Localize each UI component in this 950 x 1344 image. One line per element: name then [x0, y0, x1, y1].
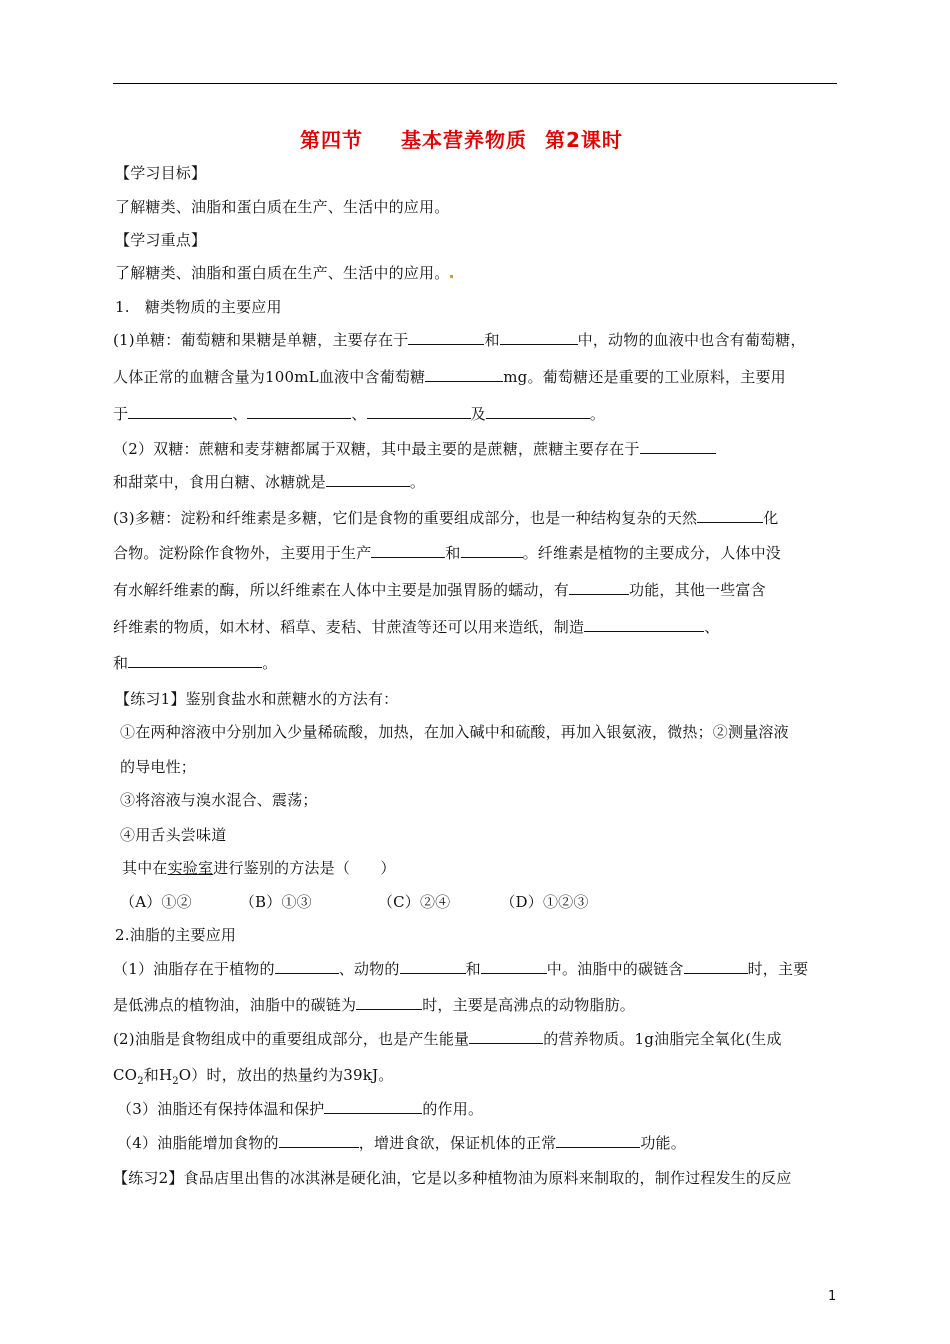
- paragraph-line: （3）油脂还有保持体温和保护 的作用。: [117, 1100, 484, 1118]
- page-number: 1: [828, 1289, 837, 1304]
- exercise-1-choices: [120, 892, 589, 912]
- exercise-1-question: 其中在实验室进行鉴别的方法是（ ）: [122, 859, 396, 877]
- section-2-heading: 2.油脂的主要应用: [115, 926, 237, 944]
- header-rule: [113, 83, 837, 84]
- title-section: 第四节: [300, 128, 363, 152]
- exercise-1-option: ①在两种溶液中分别加入少量稀硫酸，加热，在加入碱中和硫酸，再加入银氨液，微热；②测量溶液: [120, 723, 789, 741]
- paragraph-line: （1）油脂存在于植物的 、动物的 和 中。油脂中的碳链含 时，主要: [113, 960, 809, 978]
- paragraph-line: (1)单糖：葡萄糖和果糖是单糖，主要存在于 和 中，动物的血液中也含有葡萄糖，: [113, 331, 806, 349]
- exercise-1-option: ④用舌头尝味道: [120, 826, 227, 844]
- paragraph-line: 是低沸点的植物油，油脂中的碳链为 时，主要是高沸点的动物脂肪。: [113, 996, 636, 1014]
- choice-b: （B）①③: [239, 893, 312, 911]
- page-title: [300, 124, 623, 153]
- objectives-text: 了解糖类、油脂和蛋白质在生产、生活中的应用。: [115, 198, 450, 216]
- heading-objectives: 【学习目标】: [115, 164, 207, 182]
- exercise-2-heading: 【练习2】食品店里出售的冰淇淋是硬化油，它是以多种植物油为原料来制取的，制作过程发生的反应: [113, 1169, 792, 1187]
- paragraph-line: (2)油脂是食物组成中的重要组成部分，也是产生能量 的营养物质。1g油脂完全氧化(生成: [113, 1030, 782, 1048]
- paragraph-line: 有水解纤维素的酶，所以纤维素在人体中主要是加强胃肠的蠕动，有 功能，其他一些富含: [113, 581, 766, 599]
- paragraph-line: 人体正常的血糖含量为100mL血液中含葡萄糖 mg。葡萄糖还是重要的工业原料，主要用: [113, 368, 786, 386]
- paragraph-line: 纤维素的物质，如木材、稻草、麦秸、甘蔗渣等还可以用来造纸，制造 、: [113, 618, 720, 636]
- paragraph-line: （2）双糖：蔗糖和麦芽糖都属于双糖，其中最主要的是蔗糖，蔗糖主要存在于: [113, 439, 716, 459]
- title-name: 基本营养物质: [401, 128, 527, 152]
- title-lesson: 第2课时: [545, 128, 623, 152]
- paragraph-line: $CO_2$和$H_2O$）时，放出的热量约为39kJ。: [113, 1066, 394, 1087]
- section-1-heading: 1. 糖类物质的主要应用: [115, 298, 282, 316]
- exercise-1-option: ③将溶液与溴水混合、震荡；: [120, 791, 318, 809]
- paragraph-line: 和甜菜中，食用白糖、冰糖就是 。: [113, 473, 426, 491]
- choice-a: （A）①②: [120, 893, 192, 911]
- paragraph-line: 和 。: [113, 654, 278, 672]
- exercise-1-heading: 【练习1】鉴别食盐水和蔗糖水的方法有：: [115, 690, 399, 708]
- paragraph-line: (3)多糖：淀粉和纤维素是多糖，它们是食物的重要组成部分，也是一种结构复杂的天然 化: [113, 509, 779, 527]
- heading-key-points: 【学习重点】: [115, 231, 207, 249]
- paragraph-line: （4）油脂能增加食物的 ，增进食欲，保证机体的正常 功能。: [117, 1134, 686, 1152]
- exercise-1-option: 的导电性；: [120, 758, 197, 776]
- choice-c: （C）②④: [377, 893, 451, 911]
- key-points-text: 了解糖类、油脂和蛋白质在生产、生活中的应用。: [115, 263, 453, 283]
- choice-d: （D）①②③: [500, 893, 589, 911]
- paragraph-line: 于 、 、 及 。: [113, 405, 606, 423]
- paragraph-line: 合物。淀粉除作食物外，主要用于生产 和 。纤维素是植物的主要成分，人体中没: [113, 544, 782, 562]
